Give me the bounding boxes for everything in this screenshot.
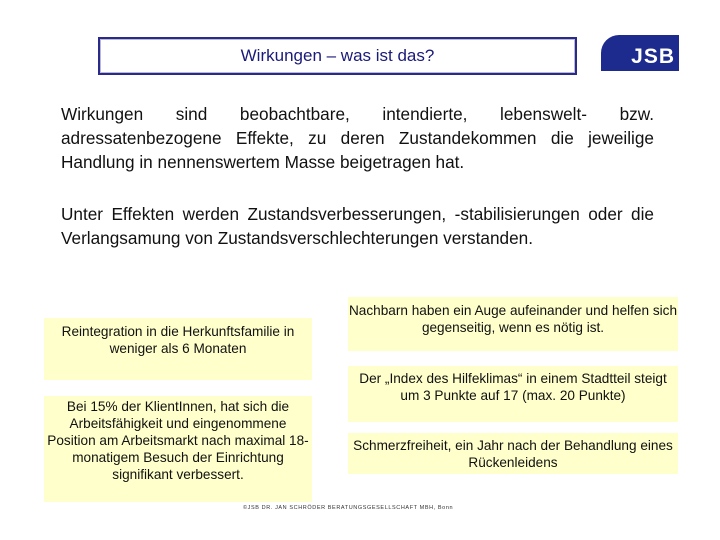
- slide-title: Wirkungen – was ist das?: [240, 46, 435, 65]
- example-box-labour-market: Bei 15% der KlientInnen, hat sich die Arbeitsfähigkeit und eingenommene Position am Arbeitsmarkt nach maximal 18-monatigem Besuch der Einrichtung signifikant verbessert.: [44, 396, 312, 502]
- example-box-neighbours: Nachbarn haben ein Auge aufeinander und helfen sich gegenseitig, wenn es nötig ist.: [348, 297, 678, 351]
- effects-paragraph: Unter Effekten werden Zustandsverbesserungen, -stabilisierungen oder die Verlangsamung von Zustandsverschlechterungen verstanden.: [61, 204, 654, 248]
- example-box-pain-free: Schmerzfreiheit, ein Jahr nach der Behandlung eines Rückenleidens: [348, 433, 678, 474]
- definition-paragraph: Wirkungen sind beobachtbare, intendierte, lebenswelt- bzw. adressatenbezogene Effekte, zu deren Zustandekommen die jeweilige Handlung in nennenswertem Masse beigetragen hat.: [61, 104, 654, 172]
- slide-title-box: [98, 37, 577, 75]
- copyright-footer: ©JSB DR. JAN SCHRÖDER BERATUNGSGESELLSCHAFT MBH, Bonn: [243, 505, 454, 511]
- example-box-reintegration: Reintegration in die Herkunftsfamilie in weniger als 6 Monaten: [44, 318, 312, 380]
- jsb-logo: [601, 35, 679, 71]
- example-box-help-climate-index: Der „Index des Hilfeklimas“ in einem Stadtteil steigt um 3 Punkte auf 17 (max. 20 Punkte): [348, 366, 678, 422]
- logo-text: JSB: [631, 45, 675, 68]
